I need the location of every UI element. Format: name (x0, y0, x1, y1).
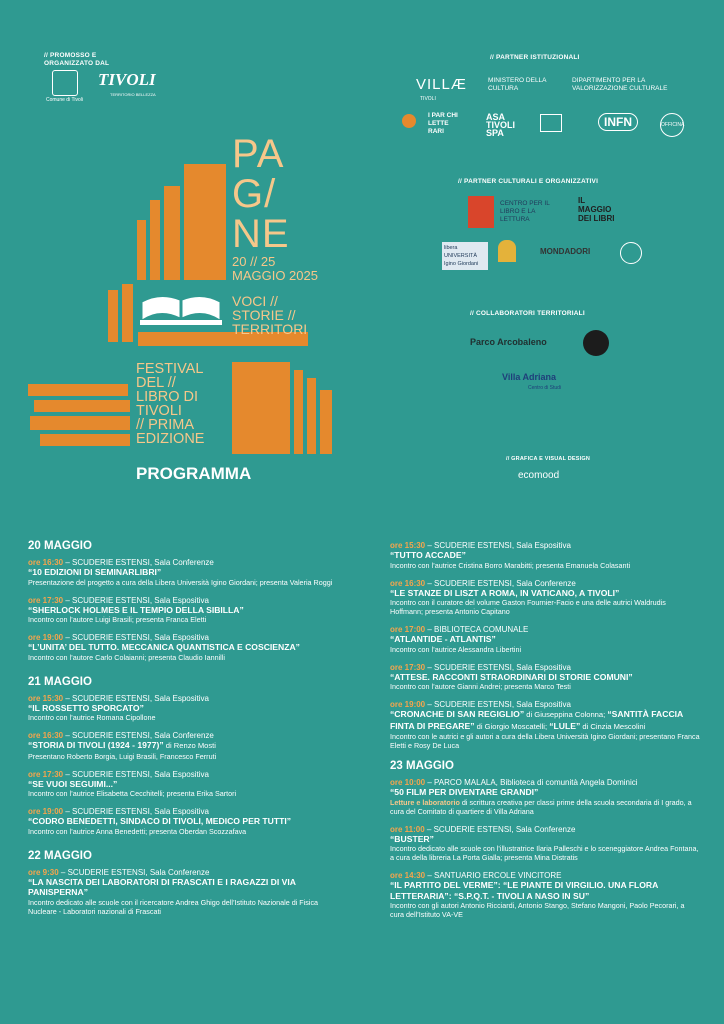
event-title-text: “ATLANTIDE - ATLANTIS” (390, 634, 496, 644)
cepell-icon (468, 196, 494, 228)
event-title-text: “IL ROSSETTO SPORCATO” (28, 702, 144, 713)
event-time: ore 9:30 (28, 867, 59, 877)
event-place: – SCUDERIE ESTENSI, Sala Espositiva (425, 700, 571, 709)
event-title-note: di Cinzia Mescolini (580, 721, 646, 731)
event-desc-lead: Letture e laboratorio (390, 797, 460, 807)
event-description (28, 789, 348, 798)
event-description (390, 798, 700, 816)
event-place: – SANTUARIO ERCOLE VINCITORE (425, 871, 562, 880)
event-description (390, 682, 700, 691)
event-description (390, 844, 700, 862)
event-desc-text: Incontro con il curatore del volume Gaston Fournier-Facio e una delle autrici Waldrudis Hoffmann; presenta Antonio Capitano (390, 598, 666, 616)
event-place: – SCUDERIE ESTENSI, Sala Espositiva (63, 807, 209, 816)
event-title-text: “ATTESE. RACCONTI STRAORDINARI DI STORIE COMUNI” (390, 671, 633, 682)
event-description (28, 752, 348, 761)
festival-dates: 20 // 25 MAGGIO 2025 (232, 254, 318, 283)
event-time: ore 17:30 (390, 662, 426, 672)
event-desc-text: Incontro con l’autrice Elisabetta Cecchitelli; presenta Erika Sartori (28, 789, 237, 798)
promoted-label: // PROMOSSO E ORGANIZZATO DAL (44, 52, 110, 67)
event-title-text: “IL PARTITO DEL VERME”: “LE PIANTE DI VIRGILIO. UNA FLORA LETTERARIA”: “S.P.Q.T. - TIVOLI A NASO IN SU” (390, 880, 659, 901)
event-description (390, 598, 700, 616)
event-item (28, 868, 348, 916)
partners-cult-label: // PARTNER CULTURALI E ORGANIZZATIVI (458, 178, 599, 185)
event-time: ore 15:30 (390, 541, 426, 550)
event-time-place (390, 625, 700, 634)
event-place: – BIBLIOTECA COMUNALE (425, 625, 529, 634)
day-heading: 22 MAGGIO (28, 849, 92, 862)
villae-logo-sub: TIVOLI (420, 96, 436, 102)
event-time-place (28, 596, 348, 605)
event-description (28, 615, 348, 624)
event-title (390, 588, 700, 599)
event-time: ore 14:30 (390, 871, 426, 880)
collab-badge-icon (583, 330, 609, 356)
pagine-title: PA G/ NE (232, 132, 290, 256)
event-item (390, 778, 700, 816)
event-desc-text: Incontro con l’autrice Cristina Borro Marabitti; presenta Emanuela Colasanti (390, 560, 631, 570)
event-title-text: “LE STANZE DI LISZT A ROMA, IN VATICANO, A TIVOLI” (390, 587, 620, 598)
event-title-text: “TUTTO ACCADE” (390, 550, 466, 560)
event-time: ore 17:00 (390, 625, 426, 634)
institute-icon (540, 114, 562, 132)
event-time-place (28, 558, 348, 567)
event-item (28, 694, 348, 723)
event-title-text: “BUSTER” (390, 833, 434, 844)
event-time-place (390, 871, 700, 880)
event-title-text: “L’UNITA’ DEL TUTTO. MECCANICA QUANTISTICA E COSCIENZA” (28, 642, 300, 652)
day-heading: 23 MAGGIO (390, 760, 454, 772)
event-time-place (28, 868, 348, 877)
event-item (28, 770, 348, 799)
comune-crest-icon (52, 70, 78, 96)
event-title (28, 877, 348, 898)
open-book-icon (140, 294, 222, 326)
event-place: – SCUDERIE ESTENSI, Sala Espositiva (63, 693, 209, 703)
event-item (390, 663, 700, 692)
event-time-place (28, 633, 348, 642)
ecomood-logo: ecomood (518, 470, 560, 481)
maggio-libri-logo: IL MAGGIO DEI LIBRI (578, 196, 615, 223)
event-title-note: di Renzo Mosti (163, 741, 216, 750)
event-item (28, 807, 348, 836)
event-item (390, 625, 700, 654)
ministero-logo: MINISTERO DELLA CULTURA (488, 77, 547, 92)
event-place: – PARCO MALALA, Biblioteca di comunità Angela Dominici (425, 778, 638, 787)
festival-tagline: VOCI // STORIE // TERRITORI (232, 293, 308, 337)
event-item (28, 731, 348, 761)
event-item (390, 700, 700, 750)
event-place: – SCUDERIE ESTENSI, Sala Espositiva (63, 595, 209, 605)
partners-inst-label: // PARTNER ISTITUZIONALI (490, 54, 580, 61)
event-time-place (390, 825, 700, 834)
program-right-column (390, 541, 700, 928)
event-place: – SCUDERIE ESTENSI, Sala Conferenze (63, 558, 214, 567)
parchi-icon (402, 114, 416, 128)
tivoli-logo-sub: TERRITORIO BELLEZZA (110, 92, 156, 97)
event-desc-text: di scrittura creativa per classi prime della scuola secondaria di I grado, a cura del Comitato di quartiere di Villa Adriana (390, 797, 692, 816)
event-title-text: “50 FILM PER DIVENTARE GRANDI” (390, 787, 539, 797)
event-item (28, 596, 348, 625)
program-left-column (28, 540, 348, 925)
event-desc-text: Incontro con l’autore Gianni Andrei; presenta Marco Testi (390, 682, 571, 691)
event-time: ore 16:30 (28, 731, 64, 740)
event-time-place (28, 731, 348, 740)
event-place: – SCUDERIE ESTENSI, Sala Espositiva (425, 662, 571, 672)
event-place: – SCUDERIE ESTENSI, Sala Conferenze (58, 867, 210, 877)
event-title-text: “CRONACHE DI SAN REGIGLIO” (390, 709, 525, 719)
event-item (390, 825, 700, 863)
event-time: ore 17:30 (28, 595, 64, 605)
event-title-text: “STORIA DI TIVOLI (1924 - 1977)” (28, 740, 164, 750)
event-description (28, 578, 348, 587)
event-time: ore 15:30 (28, 693, 64, 703)
villae-logo: VILLÆ (416, 76, 467, 93)
event-title-text: “CODRO BENEDETTI, SINDACO DI TIVOLI, MEDICO PER TUTTI” (28, 816, 292, 826)
event-title-text: “SE VUOI SEGUIMI...” (28, 778, 118, 789)
libera-univ-logo: libera UNIVERSITÀ Igino Giordani (442, 242, 488, 270)
design-label: // GRAFICA E VISUAL DESIGN (506, 456, 591, 462)
tivoli-logo: TIVOLI (98, 70, 156, 89)
event-time: ore 19:00 (28, 633, 64, 642)
event-description (28, 653, 348, 662)
day-heading: 20 MAGGIO (28, 540, 92, 552)
event-time: ore 10:00 (390, 778, 426, 787)
event-description (28, 827, 348, 836)
event-place: – SCUDERIE ESTENSI, Sala Conferenze (424, 824, 576, 834)
event-time: ore 19:00 (390, 700, 426, 709)
event-desc-text: Presentano Roberto Borgia, Luigi Brasili, Francesco Ferruti (28, 751, 217, 761)
event-desc-text: Incontro con l’autore Carlo Colaianni; presenta Claudio Iannilli (28, 652, 225, 662)
villa-adriana-logo: Villa Adriana (502, 372, 557, 382)
event-time: ore 16:30 (28, 558, 64, 567)
event-place: – SCUDERIE ESTENSI, Sala Conferenze (63, 731, 214, 740)
event-time-place (390, 778, 700, 787)
event-description (390, 561, 700, 570)
event-time: ore 17:30 (28, 769, 64, 779)
event-title (28, 567, 348, 578)
mondadori-logo: MONDADORI (540, 247, 591, 256)
event-title (28, 605, 348, 616)
event-time: ore 11:00 (390, 824, 425, 834)
event-time-place (390, 579, 700, 588)
event-title (28, 816, 348, 827)
event-title (28, 703, 348, 714)
event-desc-text: Incontro con l’autore Luigi Brasili; presenta Franca Eletti (28, 615, 207, 624)
villa-adriana-sub: Centro di Studi (528, 385, 562, 391)
event-desc-text: Incontro con l’autrice Romana Cipollone (28, 713, 156, 722)
event-title (390, 550, 700, 561)
event-time-place (28, 807, 348, 816)
event-title (390, 672, 700, 683)
event-desc-text: Presentazione del progetto a cura della Libera Università Igino Giordani; presenta Valeria Roggi (28, 577, 333, 587)
event-title-text: “10 EDIZIONI DI SEMINARLIBRI” (28, 567, 162, 577)
dipartimento-logo: DIPARTIMENTO PER LA VALORIZZAZIONE CULTURALE (572, 77, 668, 92)
event-item (390, 579, 700, 617)
event-title (28, 779, 348, 790)
event-title (390, 880, 700, 901)
comune-logo-label: Comune di Tivoli (46, 97, 83, 103)
partner-round-icon (620, 242, 642, 264)
event-time: ore 19:00 (28, 807, 64, 816)
event-desc-text: Incontro con l’autrice Alessandra Libertini (390, 644, 522, 654)
event-place: – SCUDERIE ESTENSI, Sala Espositiva (425, 541, 571, 550)
event-title-text: “SHERLOCK HOLMES E IL TEMPIO DELLA SIBILLA” (28, 604, 244, 615)
event-desc-text: Incontro dedicato alle scuole con il ricercatore Andrea Ghigo dell’Istituto Nazionale di Fisica Nucleare - Laboratori nazionali di Frascati (28, 897, 319, 916)
event-title-note: di Giuseppina Colonna; (524, 710, 608, 719)
event-place: – SCUDERIE ESTENSI, Sala Espositiva (63, 633, 209, 642)
event-title-text: “LULE” (549, 720, 581, 731)
event-item (390, 871, 700, 919)
event-desc-text: Incontro con l’autrice Anna Benedetti; presenta Oberdan Scozzafava (28, 826, 247, 836)
event-desc-text: Incontro dedicato alle scuole con l’illustratrice Ilaria Palleschi e lo sceneggiatore Andrea Fontana, a cura della libreria La Porta Gialla; presenta Mina Distratis (390, 844, 699, 862)
event-title-text: “LA NASCITA DEI LABORATORI DI FRASCATI E I RAGAZZI DI VIA PANISPERNA” (28, 876, 296, 897)
event-item (28, 558, 348, 587)
event-time-place (390, 663, 700, 672)
event-title (28, 642, 348, 653)
event-time-place (390, 541, 700, 550)
collab-label: // COLLABORATORI TERRITORIALI (470, 310, 585, 317)
event-description (28, 898, 348, 916)
event-item (390, 541, 700, 570)
parchi-logo: I PAR CHI LETTE RARI (428, 112, 458, 135)
event-place: – SCUDERIE ESTENSI, Sala Conferenze (425, 578, 576, 588)
cepell-logo: CENTRO PER IL LIBRO E LA LETTURA (500, 200, 550, 223)
event-time-place (390, 700, 700, 709)
event-desc-text: Incontro con gli autori Antonio Ricciardi, Antonio Stango, Stefano Mangoni, Paolo Pecorari, a cura dell’Istituto VA-VE (390, 901, 685, 919)
infn-logo: INFN (598, 113, 638, 131)
event-time-place (28, 770, 348, 779)
event-description (390, 645, 700, 654)
event-description (390, 732, 700, 750)
library-icon (498, 240, 516, 262)
event-title (390, 634, 700, 645)
officina-logo: OFFICINA (660, 113, 684, 137)
event-time-place (28, 694, 348, 703)
event-description (28, 713, 348, 722)
event-title (390, 787, 700, 798)
event-item (28, 633, 348, 662)
event-desc-text: Incontro con le autrici e gli autori a cura della Libera Università Igino Giordani; presentano Franca Eletti e Rosy De Luca (390, 732, 700, 750)
event-title-text: “SANTITÀ FACCIA FINTA DI PREGARE” (390, 709, 683, 731)
programma-heading: PROGRAMMA (136, 464, 252, 483)
event-title (390, 834, 700, 845)
event-place: – SCUDERIE ESTENSI, Sala Espositiva (63, 769, 209, 779)
event-title-note: di Giorgio Moscatelli; (474, 721, 550, 731)
asa-logo: ASA TIVOLI SPA (486, 112, 515, 138)
event-title (390, 709, 700, 732)
parco-arcobaleno-logo: Parco Arcobaleno (470, 337, 547, 347)
event-time: ore 16:30 (390, 578, 426, 588)
event-title (28, 740, 348, 752)
event-description (390, 901, 700, 919)
festival-name: FESTIVAL DEL // LIBRO DI TIVOLI // PRIMA EDIZIONE (136, 361, 205, 447)
day-heading: 21 MAGGIO (28, 675, 92, 688)
